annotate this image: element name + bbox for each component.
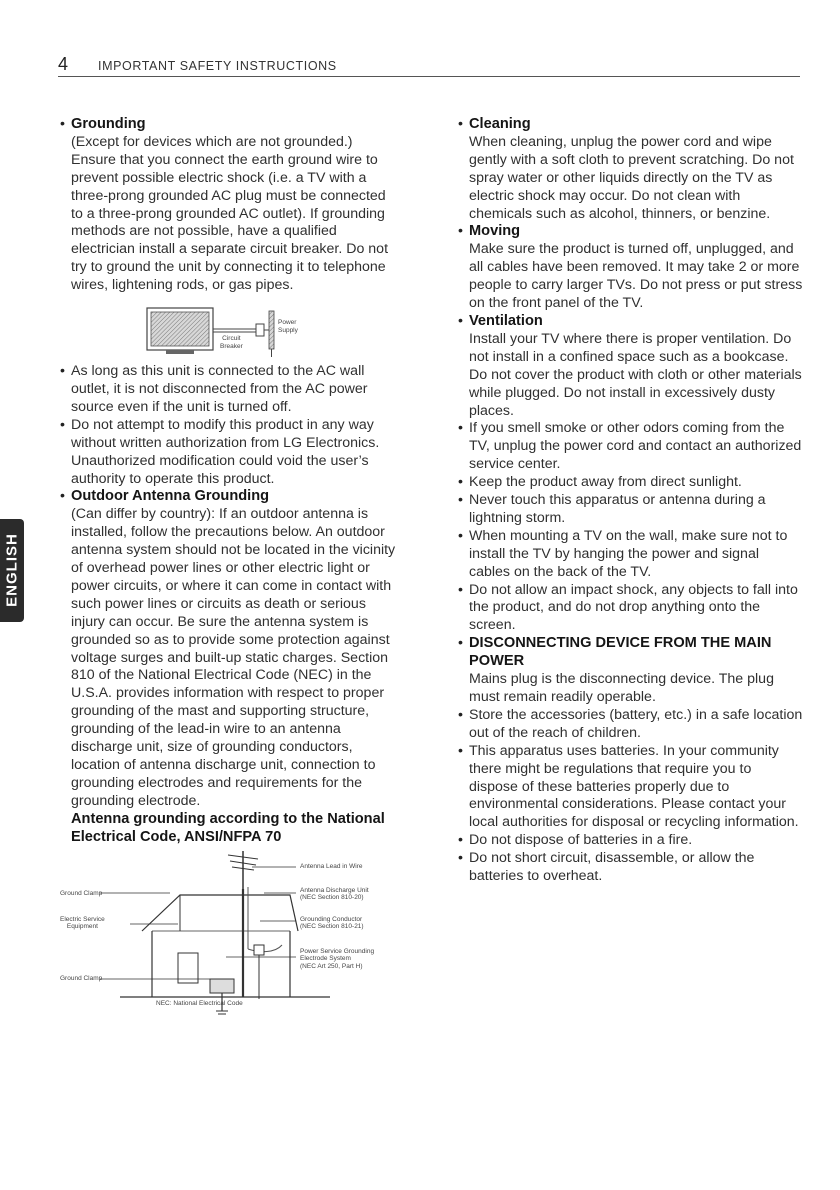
modify-note [60,417,398,489]
grounding-section [60,116,398,295]
safety-bullet [458,850,803,886]
antenna-grounding-figure [60,849,398,1017]
left-column [60,116,398,1017]
cleaning-section [458,116,803,223]
safety-bullet-text: • Do not short circuit, disassemble, or allow the batteries to overheat. [469,850,755,885]
safety-bullet [458,474,803,492]
safety-bullet-text: • If you smell smoke or other odors coming from the TV, unplug the power cord and contact an authorized service center. [469,420,802,473]
safety-bullet-text: • Store the accessories (battery, etc.) in a safe location out of the reach of children. [469,706,803,741]
disconnect-section [458,635,803,707]
moving-heading: • Moving [469,223,521,240]
page-number: 4 [58,54,69,74]
header-title: IMPORTANT SAFETY INSTRUCTIONS [98,59,337,73]
ventilation-body: Install your TV where there is proper ventilation. Do not install in a confined space such as a bookcase. Do not cover the product with cloth or other materials while plugged. Do not install in excessively dusty places. [469,330,802,419]
grounding-figure [60,307,398,357]
safety-bullet [458,420,803,474]
antenna-bold-note: Antenna grounding according to the National Electrical Code, ANSI/NFPA 70 [71,810,385,845]
antenna-body: (Can differ by country): If an outdoor antenna is installed, follow the precautions below. An outdoor antenna system should not be located in the vicinity of overhead power lines or other electric light or power circuits, or where it can come in contact with such power lines or circuits as death or serious injury can occur. Be sure the antenna system is grounded so as to provide some protection against voltage surges and built-up static charges. Section 810 of the National Electrical Code (NEC) in the U.S.A. provides information with respect to proper grounding of the mast and supporting structure, grounding of the lead-in wire to an antenna discharge unit, size of grounding conductors, location of antenna discharge unit, connection to grounding electrodes and requirements for the grounding electrode. [71,506,396,809]
antenna-lead-label [300,863,363,871]
power-service-label: Power Service Grounding Electrode System (NEC Art 250, Part H) [300,947,375,970]
grounding-body: (Except for devices which are not grounded.) Ensure that you connect the earth ground wire to prevent possible electric shock (i.e. a TV with a three-prong grounded AC plug must be connected to a three-prong grounded AC outlet). If grounding methods are not possible, have a qualified electrician install a separate circuit breaker. Do not try to ground the unit by connecting it to telephone wires, lightening rods, or gas pipes. [71,133,389,294]
antenna-heading: • Outdoor Antenna Grounding [71,488,270,505]
modify-text: • Do not attempt to modify this product in any way without written authorization from LG Electronics. Unauthorized modification could void the user’s authority to operate this product. [71,416,380,487]
disconnect-body: Mains plug is the disconnecting device. The plug must remain readily operable. [469,671,774,705]
ac-outlet-text: • As long as this unit is connected to the AC wall outlet, it is not disconnected from the AC power source even if the unit is turned off. [71,363,368,415]
circuit-breaker-text: Circuit Breaker [220,335,243,350]
discharge-unit-label: Antenna Discharge Unit (NEC Section 810-20) [300,886,369,902]
ground-clamp-label-2: Ground Clamp [60,974,103,982]
circuit-breaker-label [220,335,243,350]
right-column [458,116,803,886]
safety-bullet [458,492,803,528]
safety-bullet [458,743,803,833]
power-supply-text: Power Supply [278,319,298,334]
language-tab-label: ENGLISH [3,533,21,607]
safety-bullet-text: • Do not dispose of batteries in a fire. [469,832,693,849]
cleaning-body: When cleaning, unplug the power cord and wipe gently with a soft cloth to prevent scratching. Do not spray water or other liquids directly on the TV as electric shock may occur. Do not clean with chemicals such as alcohol, thinners, or benzine. [469,133,794,222]
ac-outlet-note [60,363,398,417]
antenna-lead-text: Antenna Lead in Wire [300,862,363,870]
moving-body: Make sure the product is turned off, unplugged, and all cables have been removed. It may take 2 or more people to carry larger TVs. Do not press or put stress on the front panel of the TV. [469,241,803,312]
ventilation-heading: • Ventilation [469,312,543,329]
nec-label: NEC: National Electrical Code [156,999,243,1007]
safety-bullet-text: • Never touch this apparatus or antenna during a lightning storm. [469,492,766,526]
power-supply-label [278,319,298,334]
ground-clamp-label-1: Ground Clamp [60,889,103,897]
antenna-grounding-illustration [60,849,398,1017]
antenna-section [60,488,398,846]
safety-bullet-text: • When mounting a TV on the wall, make sure not to install the TV by hanging the power and signal cables on the back of the TV. [469,527,788,580]
cleaning-heading: • Cleaning [469,116,531,132]
safety-bullet [458,582,803,636]
safety-bullet-text: • Do not allow an impact shock, any objects to fall into the product, and do not drop anything onto the screen. [469,581,798,634]
language-tab [0,519,24,622]
safety-bullet-text: • This apparatus uses batteries. In your community there might be regulations that require you to dispose of these batteries properly due to environmental considerations. Please contact your local authorities for disposal or recycling information. [469,742,799,831]
safety-bullet [458,707,803,743]
moving-section [458,223,803,313]
ventilation-section [458,313,803,420]
grounding-heading: • Grounding [71,116,146,132]
grounding-conductor-label: Grounding Conductor (NEC Section 810-21) [300,915,364,931]
disconnect-heading: • DISCONNECTING DEVICE FROM THE MAIN POWER [469,635,772,670]
safety-bullet [458,528,803,582]
electric-service-label: Electric Service Equipment [60,915,105,931]
page-header [58,54,800,77]
safety-bullet [458,832,803,850]
safety-bullet-text: • Keep the product away from direct sunlight. [469,474,742,491]
